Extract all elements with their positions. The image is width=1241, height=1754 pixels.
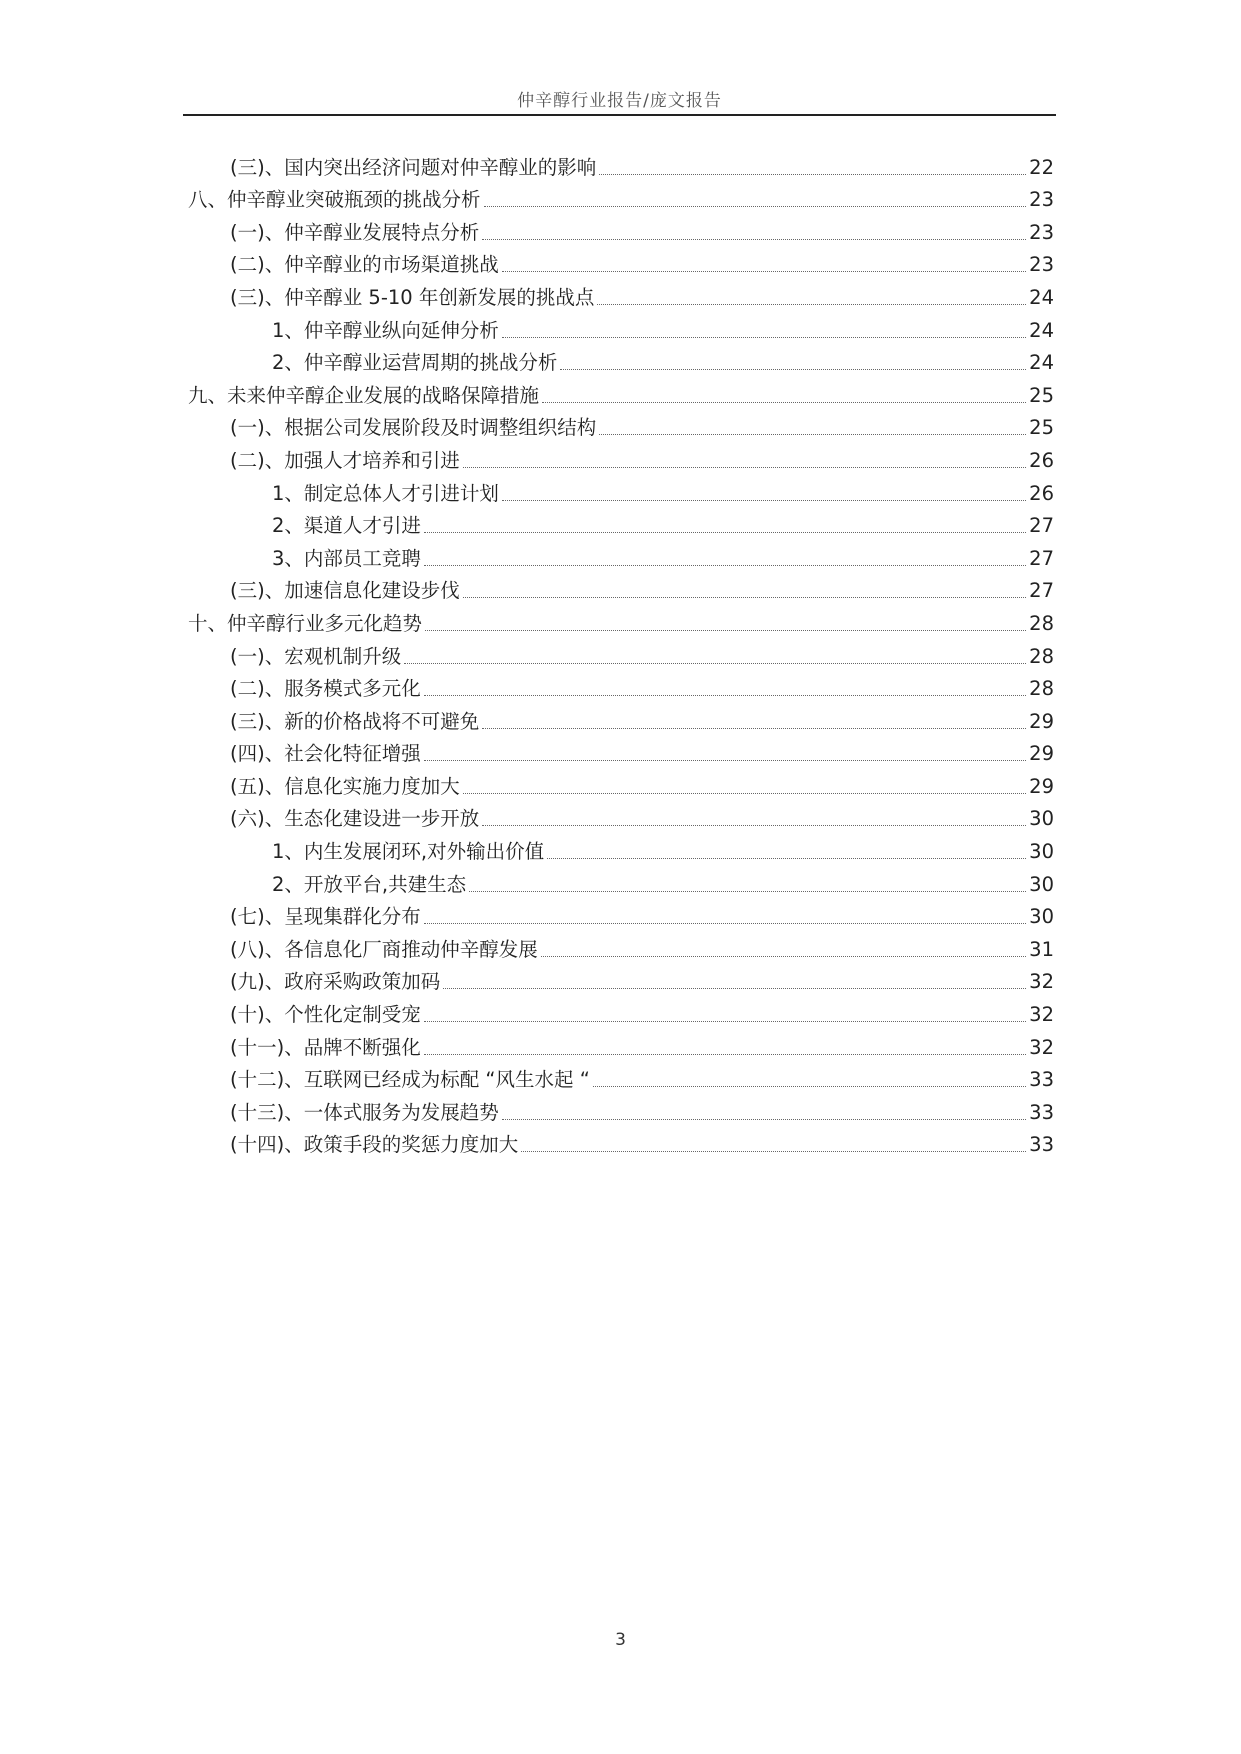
toc-entry[interactable]: [188, 246, 1054, 279]
toc-entry-page: 26: [1029, 448, 1054, 472]
toc-dot-leader: [502, 500, 1026, 501]
page-number: 3: [615, 1630, 626, 1650]
toc-entry[interactable]: [188, 539, 1054, 572]
toc-dot-leader: [597, 304, 1026, 305]
toc-entry-title: (二)、加强人才培养和引进: [230, 448, 460, 472]
toc-entry[interactable]: [188, 409, 1054, 442]
toc-entry-title: (四)、社会化特征增强: [230, 742, 421, 766]
toc-entry-title: (一)、仲辛醇业发展特点分析: [230, 220, 480, 244]
header-divider: [183, 114, 1056, 116]
toc-entry-page: 32: [1029, 1003, 1054, 1027]
toc-entry-page: 30: [1029, 807, 1054, 831]
toc-entry-page: 29: [1029, 774, 1054, 798]
toc-dot-leader: [404, 663, 1026, 664]
toc-dot-leader: [443, 988, 1026, 989]
toc-entry-title: 2、开放平台,共建生态: [272, 872, 467, 896]
toc-entry-title: 1、制定总体人才引进计划: [272, 481, 499, 505]
toc-entry-page: 27: [1029, 514, 1054, 538]
toc-entry[interactable]: [188, 604, 1054, 637]
toc-entry-page: 27: [1029, 579, 1054, 603]
toc-entry[interactable]: [188, 1061, 1054, 1094]
toc-entry-page: 33: [1029, 1133, 1054, 1157]
toc-entry[interactable]: [188, 1093, 1054, 1126]
toc-entry[interactable]: [188, 441, 1054, 474]
toc-entry-page: 30: [1029, 905, 1054, 929]
toc-entry-title: (三)、新的价格战将不可避免: [230, 709, 480, 733]
toc-entry[interactable]: [188, 376, 1054, 409]
toc-entry-title: (三)、仲辛醇业 5-10 年创新发展的挑战点: [230, 285, 595, 309]
toc-entry-page: 30: [1029, 840, 1054, 864]
toc-dot-leader: [593, 1086, 1026, 1087]
toc-entry[interactable]: [188, 637, 1054, 670]
toc-entry[interactable]: [188, 735, 1054, 768]
toc-entry-page: 28: [1029, 644, 1054, 668]
toc-entry-page: 28: [1029, 677, 1054, 701]
toc-entry-page: 25: [1029, 416, 1054, 440]
toc-entry[interactable]: [188, 181, 1054, 214]
toc-entry-page: 22: [1029, 155, 1054, 179]
toc-entry[interactable]: [188, 1126, 1054, 1159]
toc-entry[interactable]: [188, 213, 1054, 246]
toc-entry-title: (十三)、一体式服务为发展趋势: [230, 1100, 499, 1124]
toc-dot-leader: [424, 695, 1026, 696]
toc-dot-leader: [424, 760, 1026, 761]
toc-dot-leader: [463, 467, 1026, 468]
toc-dot-leader: [424, 532, 1026, 533]
toc-dot-leader: [424, 923, 1026, 924]
toc-entry-page: 24: [1029, 285, 1054, 309]
toc-dot-leader: [599, 434, 1026, 435]
toc-entry[interactable]: [188, 995, 1054, 1028]
toc-entry-page: 32: [1029, 970, 1054, 994]
toc-entry-title: 2、渠道人才引进: [272, 514, 421, 538]
toc-entry-title: 九、未来仲辛醇企业发展的战略保障措施: [188, 383, 540, 407]
toc-entry[interactable]: [188, 1028, 1054, 1061]
toc-entry-title: 3、内部员工竞聘: [272, 546, 421, 570]
toc-entry[interactable]: [188, 930, 1054, 963]
toc-entry[interactable]: [188, 702, 1054, 735]
toc-entry-title: 十、仲辛醇行业多元化趋势: [188, 611, 423, 635]
toc-entry[interactable]: [188, 572, 1054, 605]
toc-dot-leader: [469, 891, 1026, 892]
toc-entry-title: (三)、国内突出经济问题对仲辛醇业的影响: [230, 155, 597, 179]
toc-entry[interactable]: [188, 278, 1054, 311]
toc-dot-leader: [560, 369, 1026, 370]
toc-dot-leader: [463, 597, 1026, 598]
toc-entry-page: 25: [1029, 383, 1054, 407]
toc-dot-leader: [463, 793, 1026, 794]
toc-dot-leader: [484, 206, 1027, 207]
toc-entry-page: 29: [1029, 709, 1054, 733]
toc-entry[interactable]: [188, 898, 1054, 931]
toc-entry-page: 26: [1029, 481, 1054, 505]
toc-dot-leader: [521, 1151, 1026, 1152]
running-header: 仲辛醇行业报告/庞文报告: [517, 91, 722, 111]
toc-entry-title: 1、内生发展闭环,对外输出价值: [272, 840, 545, 864]
toc-dot-leader: [502, 1119, 1026, 1120]
toc-dot-leader: [547, 858, 1026, 859]
toc-dot-leader: [482, 825, 1026, 826]
toc-entry-page: 24: [1029, 318, 1054, 342]
toc-entry-page: 30: [1029, 872, 1054, 896]
toc-entry[interactable]: [188, 670, 1054, 703]
toc-dot-leader: [482, 728, 1026, 729]
toc-entry-title: (八)、各信息化厂商推动仲辛醇发展: [230, 937, 538, 961]
toc-entry[interactable]: [188, 800, 1054, 833]
toc-entry-title: (一)、根据公司发展阶段及时调整组织结构: [230, 416, 597, 440]
toc-entry[interactable]: [188, 865, 1054, 898]
toc-entry-page: 33: [1029, 1100, 1054, 1124]
toc-entry-title: (二)、仲辛醇业的市场渠道挑战: [230, 253, 499, 277]
toc-entry[interactable]: [188, 963, 1054, 996]
toc-entry-page: 32: [1029, 1035, 1054, 1059]
toc-entry-title: (六)、生态化建设进一步开放: [230, 807, 480, 831]
toc-dot-leader: [424, 1021, 1026, 1022]
toc-entry[interactable]: [188, 344, 1054, 377]
toc-entry-title: (三)、加速信息化建设步伐: [230, 579, 460, 603]
toc-entry-page: 29: [1029, 742, 1054, 766]
toc-dot-leader: [599, 174, 1026, 175]
toc-entry-title: 2、仲辛醇业运营周期的挑战分析: [272, 351, 558, 375]
toc-dot-leader: [502, 337, 1026, 338]
toc-entry-title: (一)、宏观机制升级: [230, 644, 402, 668]
toc-entry-page: 31: [1029, 937, 1054, 961]
toc-dot-leader: [542, 402, 1026, 403]
toc-entry[interactable]: [188, 832, 1054, 865]
toc-entry-page: 23: [1029, 220, 1054, 244]
toc-entry-title: (十四)、政策手段的奖惩力度加大: [230, 1133, 519, 1157]
toc-entry-title: (九)、政府采购政策加码: [230, 970, 441, 994]
toc-entry-page: 28: [1029, 611, 1054, 635]
toc-entry-page: 24: [1029, 351, 1054, 375]
toc-dot-leader: [502, 271, 1026, 272]
toc-entry[interactable]: [188, 767, 1054, 800]
toc-entry-page: 23: [1029, 253, 1054, 277]
toc-entry[interactable]: [188, 507, 1054, 540]
toc-dot-leader: [541, 956, 1026, 957]
toc-entry-title: (七)、呈现集群化分布: [230, 905, 421, 929]
toc-entry-title: (五)、信息化实施力度加大: [230, 774, 460, 798]
toc-entry-page: 23: [1029, 188, 1054, 212]
toc-entry[interactable]: [188, 148, 1054, 181]
toc-entry-page: 27: [1029, 546, 1054, 570]
toc-entry-title: (十)、个性化定制受宠: [230, 1003, 421, 1027]
toc-entry-title: 1、仲辛醇业纵向延伸分析: [272, 318, 499, 342]
toc-entry-title: (十二)、互联网已经成为标配 “风生水起 “: [230, 1068, 590, 1092]
toc-entry[interactable]: [188, 474, 1054, 507]
toc-dot-leader: [482, 239, 1026, 240]
toc-dot-leader: [425, 630, 1026, 631]
toc-dot-leader: [424, 565, 1026, 566]
table-of-contents: [188, 148, 1054, 1158]
toc-entry-page: 33: [1029, 1068, 1054, 1092]
toc-entry-title: (二)、服务模式多元化: [230, 677, 421, 701]
toc-entry-title: (十一)、品牌不断强化: [230, 1035, 421, 1059]
toc-entry[interactable]: [188, 311, 1054, 344]
toc-entry-title: 八、仲辛醇业突破瓶颈的挑战分析: [188, 188, 481, 212]
toc-dot-leader: [424, 1054, 1026, 1055]
